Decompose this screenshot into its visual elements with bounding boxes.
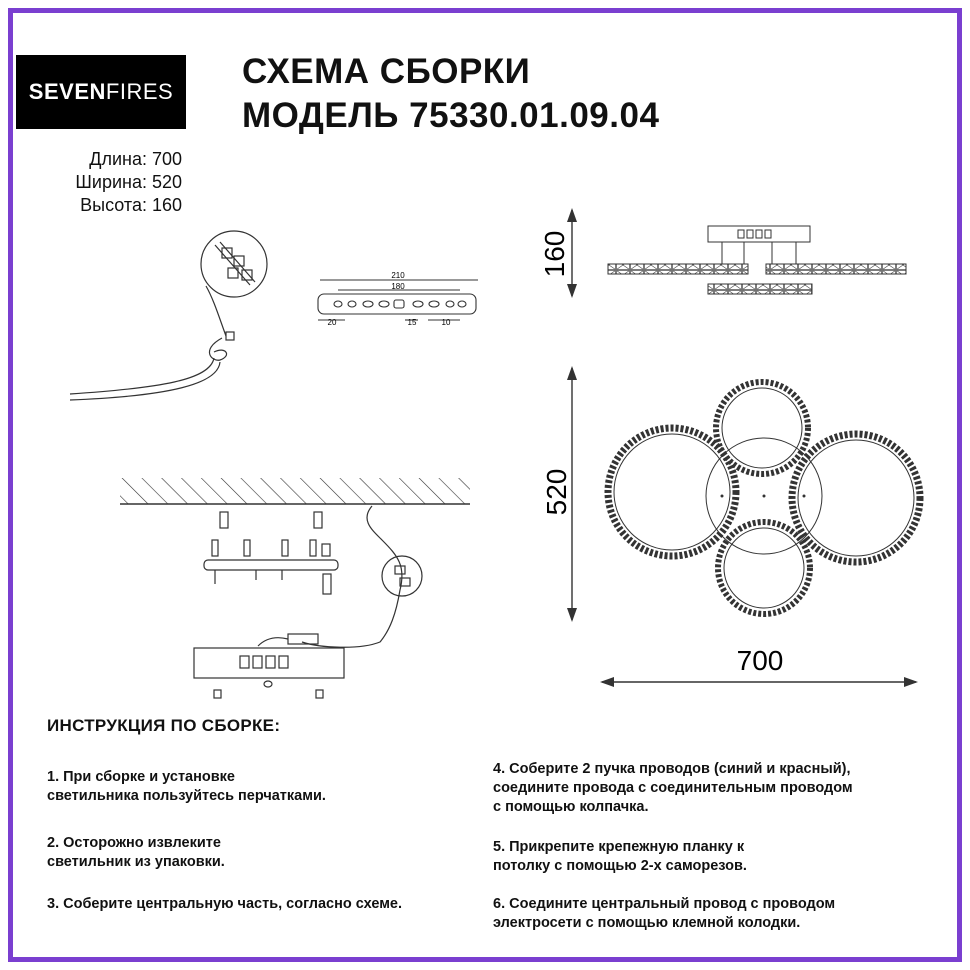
model-title: МОДЕЛЬ 75330.01.09.04 bbox=[242, 96, 660, 135]
bracket-side-view bbox=[204, 560, 338, 570]
instruction-step-5: 5. Прикрепите крепежную планку к потолку с помощью 2-х саморезов. bbox=[493, 839, 747, 874]
bracket-label-holes: 180 bbox=[391, 282, 405, 291]
dim-width: Ширина: 520 bbox=[75, 172, 182, 192]
instruction-step-3: 3. Соберите центральную часть, согласно схеме. bbox=[47, 896, 403, 912]
ceiling-assembly bbox=[120, 478, 470, 698]
instruction-step-1: 1. При сборке и установке светильника пользуйтесь перчатками. bbox=[47, 769, 326, 804]
bracket-label-edge: 20 bbox=[327, 318, 337, 327]
bracket-label-gap: 10 bbox=[441, 318, 451, 327]
canopy-base bbox=[194, 648, 344, 678]
instruction-step-4: 4. Соберите 2 пучка проводов (синий и красный), соедините провода с соединительным проводом с помощью колпачка. bbox=[493, 761, 853, 815]
bracket-label-total: 210 bbox=[391, 271, 405, 280]
ring-bottom bbox=[718, 522, 810, 614]
ring-right bbox=[792, 434, 920, 562]
dim-length: Длина: 700 bbox=[89, 149, 182, 169]
ceiling-hatch bbox=[120, 478, 470, 504]
width-dimension-label: 520 bbox=[541, 468, 572, 516]
instruction-step-6: 6. Соедините центральный провод с проводом электросети с помощью клемной колодки. bbox=[493, 896, 836, 931]
wiring-detail bbox=[70, 231, 267, 400]
instructions-title: ИНСТРУКЦИЯ ПО СБОРКЕ: bbox=[47, 716, 281, 735]
side-view bbox=[567, 208, 906, 298]
ring-top bbox=[716, 382, 808, 474]
screw-icon bbox=[212, 540, 330, 556]
height-dimension-label: 160 bbox=[539, 230, 570, 278]
wire-nut-icon bbox=[226, 332, 234, 340]
wall-anchor-icon bbox=[220, 512, 322, 528]
ring-left bbox=[608, 428, 736, 556]
instruction-step-2: 2. Осторожно извлеките светильник из упаковки. bbox=[47, 835, 225, 870]
top-view bbox=[567, 366, 920, 687]
bracket-label-slot: 15 bbox=[407, 318, 417, 327]
page-title: СХЕМА СБОРКИ bbox=[242, 52, 531, 91]
brand-bold: SEVEN bbox=[28, 79, 106, 104]
length-dimension-label: 700 bbox=[736, 645, 784, 676]
bolt-icon bbox=[215, 570, 331, 594]
connector-block-icon bbox=[215, 242, 255, 285]
power-cable bbox=[302, 506, 402, 647]
dim-height: Высота: 160 bbox=[80, 195, 182, 215]
brand-light: FIRES bbox=[105, 79, 174, 104]
